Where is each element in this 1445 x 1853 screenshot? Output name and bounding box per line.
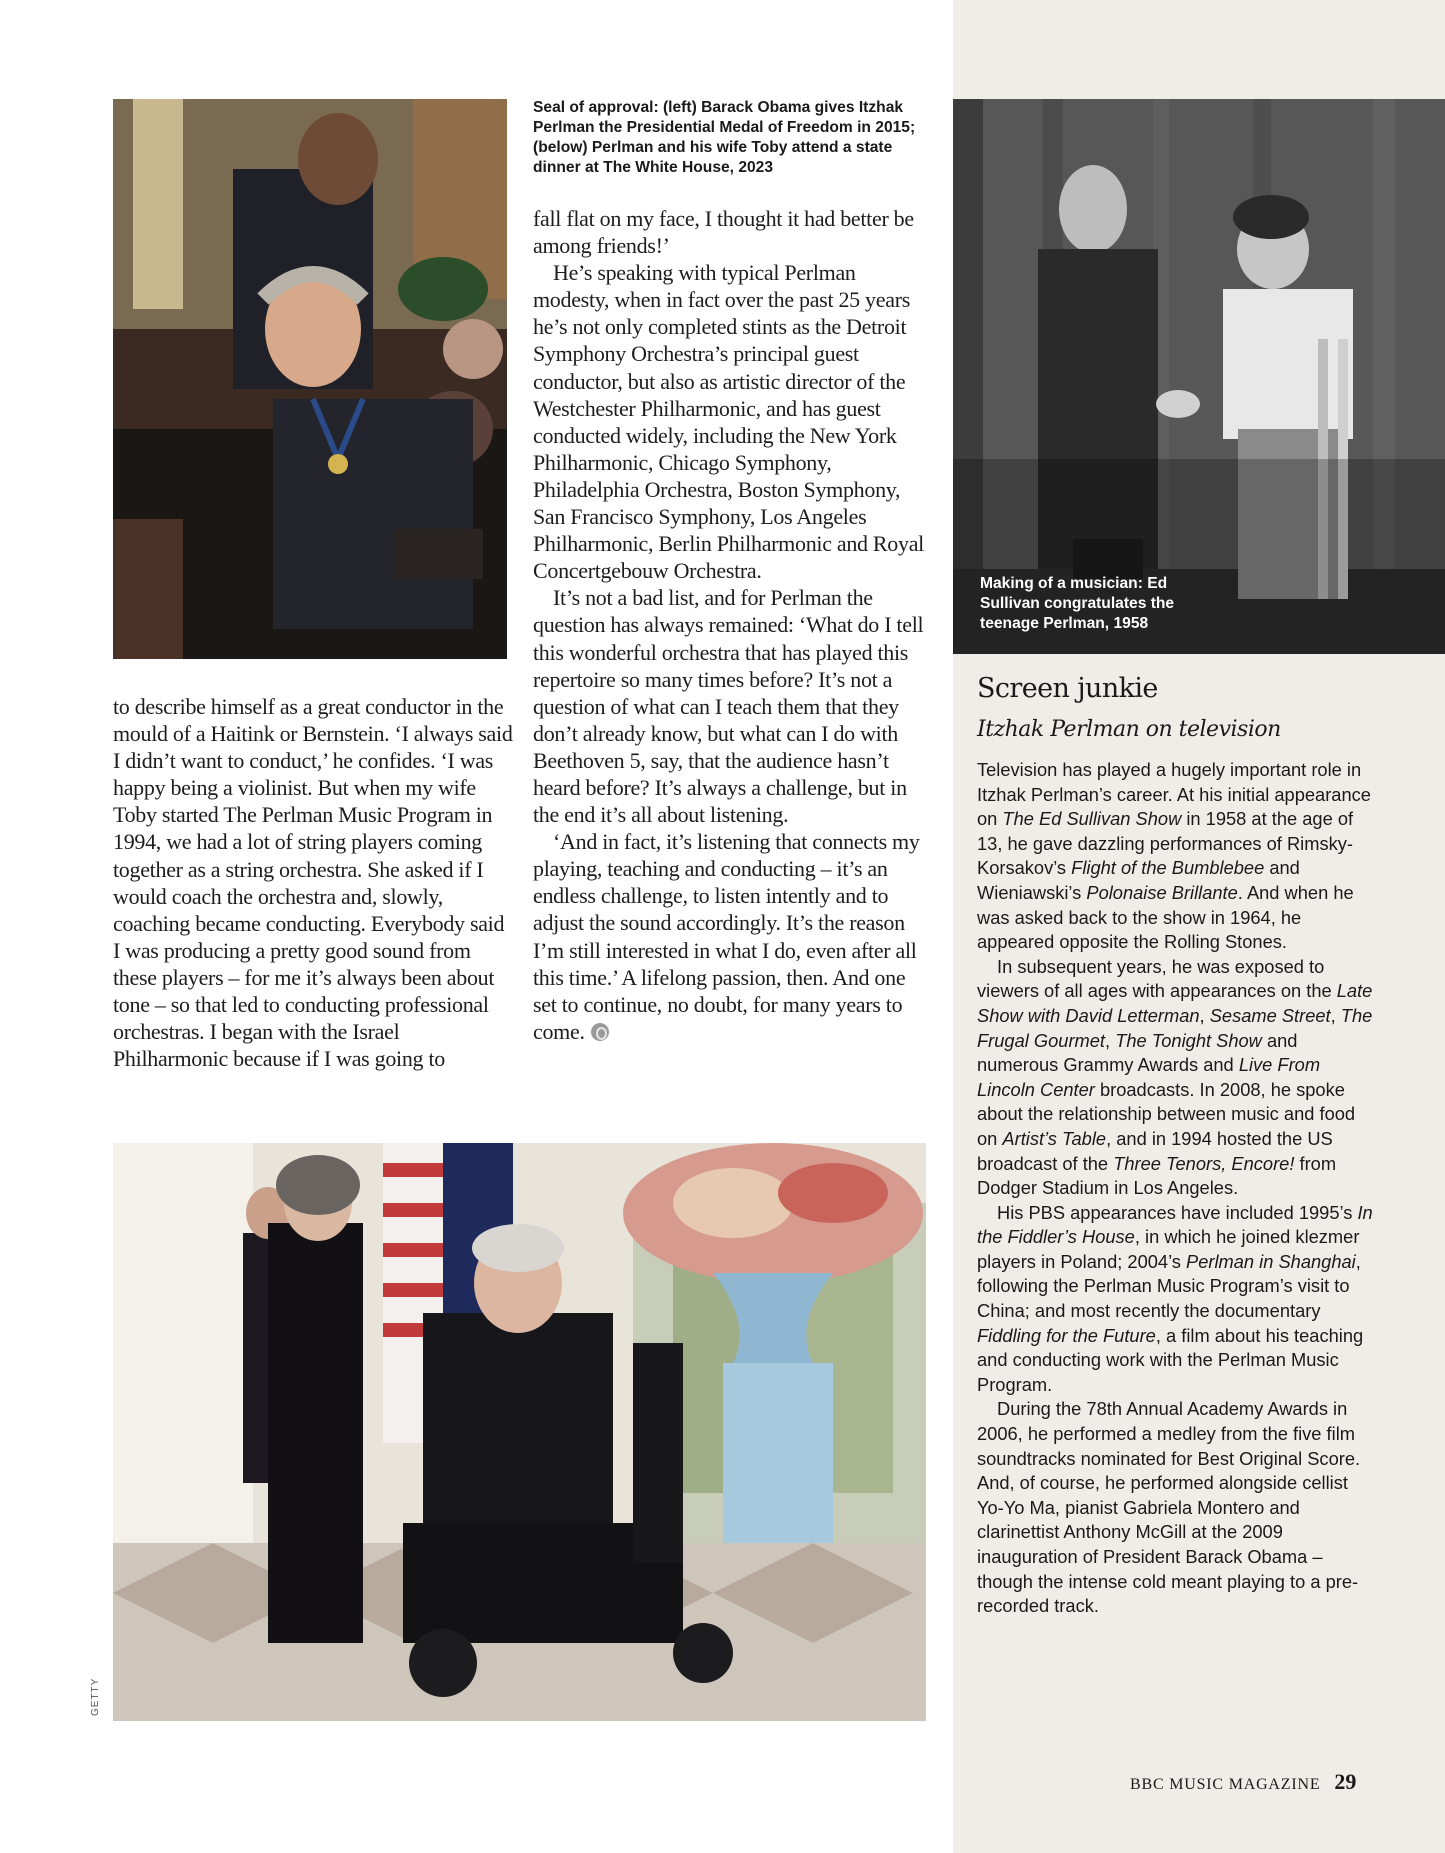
sidebar-text: , (1330, 1004, 1341, 1026)
sidebar-paragraph: During the 78th Annual Academy Awards in 2006, he performed a medley from the five film soundtracks nominated for Best Original Score. And, of course, he performed alongside cellist Yo-Yo Ma, pianist Gabriela Montero and clarinettist Anthony McGill at the 2009 inauguration of President Barack Obama – though the intense cold meant playing to a pre-recorded track. (977, 1398, 1361, 1617)
sidebar-text: , (1105, 1029, 1116, 1051)
caption-ed-sullivan: Making of a musician: Ed Sullivan congratulates the teenage Perlman, 1958 (980, 575, 1175, 632)
page-number: 29 (1334, 1769, 1357, 1794)
show-title: In the Fiddler’s House (977, 1201, 1373, 1248)
sidebar-text: from Dodger Stadium in Los Angeles. (977, 1152, 1337, 1199)
sidebar-text: and Wieniawski’s (977, 857, 1300, 903)
sidebar-text: , in which he joined klezmer players in Poland; 2004’s (977, 1226, 1360, 1272)
sidebar-text: , a film about his teaching and conducting work with the Perlman Music Program. (977, 1324, 1364, 1395)
sidebar-title: Screen junkie (977, 673, 1158, 704)
caption-medal-photos: Seal of approval: (left) Barack Obama gives Itzhak Perlman the Presidential Medal of Freedom in 2015; (below) Perlman and his wife Toby attend a state dinner at The White House, 2023 (533, 99, 916, 176)
show-title: The Frugal Gourmet (977, 1004, 1373, 1051)
sidebar-subtitle: Itzhak Perlman on television (977, 717, 1281, 742)
show-title: Sesame Street (1209, 1004, 1331, 1026)
page-footer (1130, 1769, 1356, 1795)
sidebar-paragraph (977, 1201, 1377, 1398)
sidebar-text: and numerous Grammy Awards and (977, 1029, 1298, 1076)
work-title: Polonaise Brillante (1086, 881, 1238, 903)
article-paragraph: He’s speaking with typical Perlman modesty, when in fact over the past 25 years he’s not only completed stints as the Detroit Symphony Orchestra’s principal guest conductor, but also as artistic director of the Westchester Philharmonic, and has guest conducted widely, including the New York Philharmonic, Chicago Symphony, Philadelphia Orchestra, Boston Symphony, San Francisco Symphony, Los Angeles Philharmonic, Berlin Philharmonic and Royal Concertgebouw Orchestra. (533, 260, 924, 584)
photo-medal-of-freedom (113, 99, 507, 659)
show-title: Live From Lincoln Center (977, 1054, 1321, 1100)
show-title: The Tonight Show (1115, 1029, 1262, 1051)
show-title: Three Tenors, Encore! (1113, 1152, 1295, 1174)
sidebar-text: His PBS appearances have included 1995’s (997, 1201, 1358, 1223)
work-title: Flight of the Bumblebee (1071, 857, 1265, 879)
show-title: Artist’s Table (1002, 1127, 1107, 1149)
sidebar-text: , and in 1994 hosted the US broadcast of the (977, 1127, 1333, 1174)
article-paragraph: fall flat on my face, I thought it had better be among friends!’ (533, 206, 914, 259)
article-paragraph: to describe himself as a great conductor in the mould of a Haitink or Bernstein. ‘I always said I didn’t want to conduct,’ he confides. ‘I was happy being a violinist. But when my wife Toby started The Perlman Music Program in 1994, we had a lot of string players coming together as a string orchestra. She asked if I would coach the orchestra and, slowly, coaching became conducting. Everybody said I was producing a pretty good sound from these players – for me it’s always been about tone – so that led to conducting professional orchestras. I began with the Israel Philharmonic because if I was going to (113, 694, 513, 1072)
sidebar-text: . And when he was asked back to the show in 1964, he appeared opposite the Rolling Stones. (977, 881, 1354, 953)
sidebar-text: In subsequent years, he was exposed to viewers of all ages with appearances on the (977, 955, 1337, 1002)
magazine-name: BBC MUSIC MAGAZINE (1130, 1776, 1321, 1793)
sidebar-text: broadcasts. In 2008, he spoke about the relationship between music and food on (977, 1078, 1356, 1149)
sidebar-text: , (1199, 1004, 1210, 1026)
article-paragraph: It’s not a bad list, and for Perlman the question has always remained: ‘What do I tell this wonderful orchestra that has played this repertoire so many times before? It’s not a question of what can I teach them that they don’t already know, but what can I do with Beethoven 5, say, that the audience hasn’t heard before? It’s always a challenge, but in the end it’s all about listening. (533, 585, 924, 828)
article-paragraph (533, 828, 933, 1045)
photo-state-dinner (113, 1143, 926, 1721)
article-paragraph-text: ‘And in fact, it’s listening that connects my playing, teaching and conducting – it’s an endless challenge, to listen intently and to adjust the sound accordingly. It’s the reason I’m still interested in what I do, even after all this time.’ A lifelong passion, then. And one set to continue, no doubt, for many years to come. (533, 829, 920, 1044)
sidebar-paragraph (977, 955, 1377, 1201)
end-mark-icon (591, 1023, 609, 1041)
sidebar-text: Television has played a hugely important role in Itzhak Perlman’s career. At his initial appearance on (977, 759, 1371, 830)
sidebar-text: in 1958 at the age of 13, he gave dazzling performances of Rimsky-Korsakov’s (977, 808, 1354, 879)
article-column-middle (533, 205, 933, 1045)
sidebar-paragraph (977, 758, 1377, 955)
sidebar-body (977, 758, 1377, 1619)
show-title: Fiddling for the Future (977, 1324, 1156, 1346)
sidebar-text: , following the Perlman Music Program’s visit to China; and most recently the documentary (977, 1250, 1361, 1322)
photo-credit: GETTY (90, 1677, 101, 1716)
article-column-left (113, 693, 513, 1072)
photo-ed-sullivan (953, 99, 1445, 654)
show-title: Perlman in Shanghai (1186, 1250, 1356, 1272)
show-title: Late Show with David Letterman (977, 980, 1373, 1026)
show-title: The Ed Sullivan Show (1002, 808, 1182, 830)
